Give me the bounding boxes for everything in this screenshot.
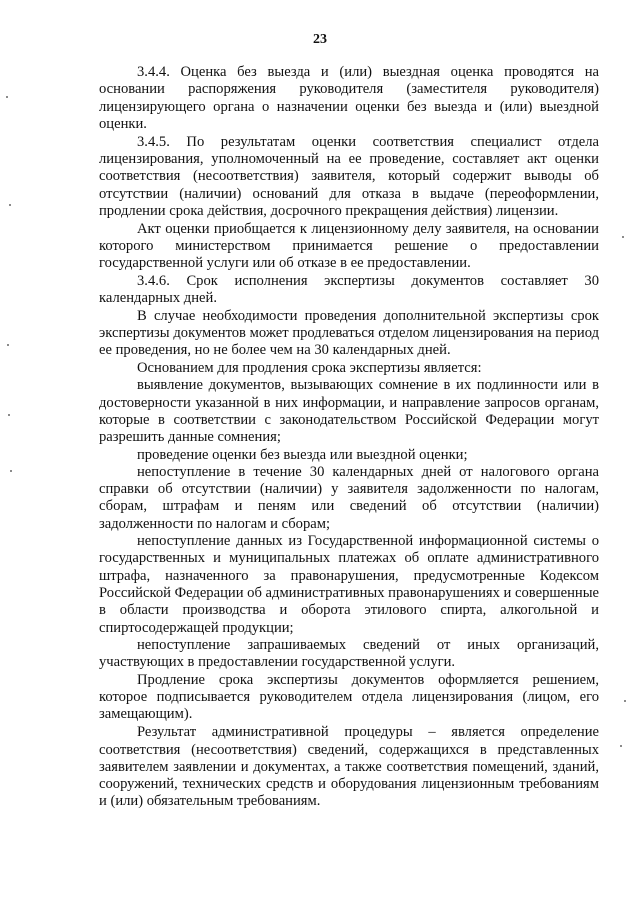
paragraph-3-4-4: 3.4.4. Оценка без выезда и (или) выездная оценка проводятся на основании распоряжения руководителя (заместителя руководителя) лицензирующего органа о назначении оценки без выезда и (или) выездной оценки.	[99, 64, 599, 132]
scan-speck	[8, 414, 10, 416]
paragraph-extension: В случае необходимости проведения дополнительной экспертизы срок экспертизы документов может продлеваться отделом лицензирования на период ее проведения, но не более чем на 30 календарных дней.	[99, 307, 599, 359]
paragraph-result: Результат административной процедуры – является определение соответствия (несоответствия) сведений, содержащихся в представленных заявителем заявлении и документах, а также соответствия помещений, зданий, сооружений, технических средств и оборудования лицензионным требованиям и (или) обязательным требованиям.	[99, 724, 599, 810]
paragraph-grounds: Основанием для продления срока экспертизы является:	[137, 360, 482, 377]
paragraph-act: Акт оценки приобщается к лицензионному делу заявителя, на основании которого министерством принимается решение о предоставлении государственной услуги или об отказе в ее предоставлении.	[99, 220, 599, 272]
scan-speck	[9, 204, 11, 206]
scan-speck	[6, 96, 8, 98]
scan-speck	[10, 470, 12, 472]
paragraph-3-4-6: 3.4.6. Срок исполнения экспертизы документов составляет 30 календарных дней.	[99, 272, 599, 306]
paragraph-3-4-5: 3.4.5. По результатам оценки соответствия специалист отдела лицензирования, уполномоченный на ее проведение, составляет акт оценки соответствия (несоответствия) заявителя, который содержит выводы об отсутствии (наличии) оснований для отказа в выдаче (переоформлении, продлении срока действия, досрочного прекращения действия) лицензии.	[99, 133, 599, 219]
list-item: выявление документов, вызывающих сомнение в их подлинности или в достоверности указанной в них информации, и направление запросов органам, которые в соответствии с законодательством Российской Федерации могут разрешить данные сомнения;	[99, 377, 599, 446]
list-item: непоступление данных из Государственной информационной системы о государственных и муниципальных платежах об оплате административного штрафа, назначенного за правонарушения, предусмотренные Кодексом Российской Федерации об административных правонарушениях и совершенные в области производства и оборота этилового спирта, алкогольной и спиртосодержащей продукции;	[99, 533, 599, 636]
scan-speck	[620, 745, 622, 747]
list-item: непоступление запрашиваемых сведений от иных организаций, участвующих в предоставлении государственной услуги.	[99, 636, 599, 671]
list-item: непоступление в течение 30 календарных дней от налогового органа справки об отсутствии (наличии) у заявителя задолженности по налогам, сборам, штрафам и пеням или сведений об отсутствии (наличии) задолженности по налогам и сборам;	[99, 463, 599, 532]
scan-speck	[622, 236, 624, 238]
document-body	[99, 64, 599, 811]
paragraph-decision: Продление срока экспертизы документов оформляется решением, которое подписывается руководителем отдела лицензирования (лицом, его замещающим).	[99, 671, 599, 723]
scan-speck	[7, 344, 9, 346]
scan-speck	[624, 700, 626, 702]
page-number: 23	[313, 32, 327, 47]
list-item: проведение оценки без выезда или выездной оценки;	[137, 446, 468, 463]
